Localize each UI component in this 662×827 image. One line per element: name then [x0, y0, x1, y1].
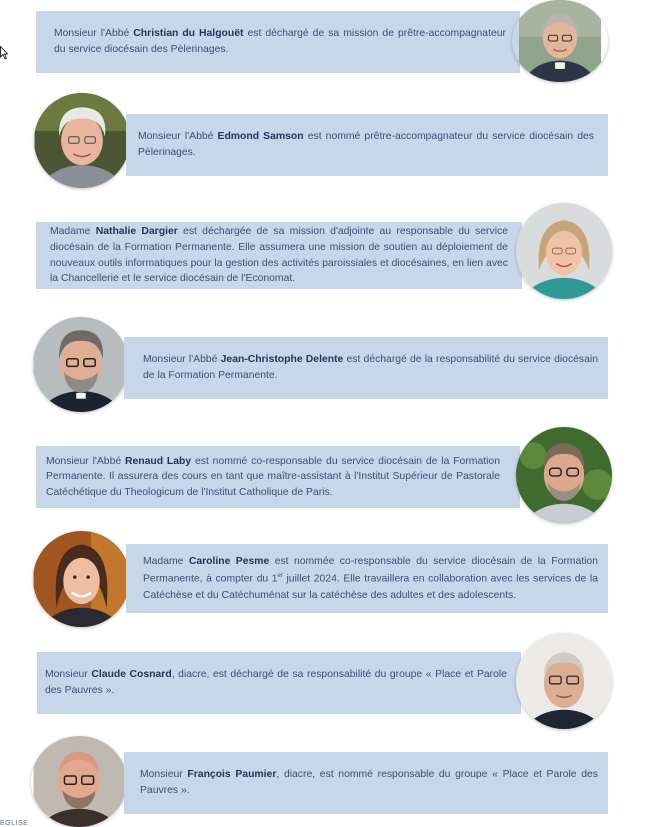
portrait-photo: [516, 203, 612, 299]
footer-text: EGLISE: [0, 820, 29, 827]
portrait-photo: [512, 0, 608, 82]
portrait-edmond-samson-icon: [34, 93, 130, 188]
portrait-francois-paumier-icon: [31, 736, 127, 827]
portrait-renaud-laby-icon: [516, 427, 612, 523]
person-name: François Paumier: [187, 769, 277, 781]
announcement-card-4: [124, 337, 608, 399]
portrait-photo: [33, 317, 129, 412]
person-name: Jean-Christophe Delente: [220, 354, 344, 366]
person-name: Nathalie Dargier: [95, 226, 178, 238]
portrait-photo: [516, 633, 612, 729]
announcement-card-8: [124, 752, 608, 814]
person-name: Edmond Samson: [217, 131, 304, 143]
announcement-card-2: [126, 114, 608, 176]
person-name: Claude Cosnard: [91, 669, 172, 681]
person-name: Christian du Halgouët: [133, 28, 244, 40]
portrait-photo: [33, 531, 130, 627]
portrait-photo: [31, 736, 127, 827]
announcement-card-6: [126, 544, 608, 613]
announcement-card-1: [36, 11, 520, 73]
person-name: Renaud Laby: [124, 455, 192, 467]
portrait-nathalie-dargier-icon: [516, 203, 612, 299]
announcement-text: Madame Caroline Pesme est nommée co-responsable du service diocésain de la Formation Permanente, à compter du 1er juillet 2024. Elle travaillera en collaboration avec les services de la Catéchèse et du Catéchuménat sur la catéchèse des adultes et des adolescents.: [143, 555, 598, 601]
announcement-text: Monsieur François Paumier, diacre, est nommé responsable du groupe « Place et Parole des Pauvres ».: [140, 769, 599, 796]
announcement-card-7: [37, 652, 521, 714]
portrait-claude-cosnard-icon: [516, 633, 612, 729]
portrait-caroline-pesme-icon: [33, 531, 130, 627]
announcement-text: Monsieur l'Abbé Renaud Laby est nommé co-responsable du service diocésain de la Formation Permanente. Il assurera des cours en tant que maître-assistant à l'Institut Supérieur de Pastorale Catéchétique du Theologicum de l'Institut Catholique de Paris.: [46, 455, 500, 498]
portrait-christian-du-halgouet-icon: [512, 0, 608, 82]
announcement-text: Monsieur l'Abbé Edmond Samson est nommé prêtre-accompagnateur du service diocésain des Pèlerinages.: [138, 131, 594, 158]
announcement-text: Monsieur Claude Cosnard, diacre, est déchargé de sa responsabilité du groupe « Place et Parole des Pauvres ».: [45, 669, 507, 696]
mouse-cursor-icon: [0, 46, 8, 60]
announcement-card-5: [36, 446, 520, 508]
portrait-photo: [516, 427, 612, 523]
person-name: Caroline Pesme: [188, 555, 270, 567]
announcement-text: Monsieur l'Abbé Jean-Christophe Delente est déchargé de la responsabilité du service diocésain de la Formation Permanente.: [143, 354, 598, 381]
announcement-card-3: [36, 222, 522, 289]
portrait-photo: [34, 93, 130, 188]
portrait-jean-christophe-delente-icon: [33, 317, 129, 412]
announcement-text: Madame Nathalie Dargier est déchargée de sa mission d'adjointe au responsable du service diocésain de la Formation Permanente. Elle assumera une mission de soutien au déploiement de nouveaux outils informatiques pour la gestion des activités paroissiales et diocésaines, en lien avec la Chancellerie et le service diocésain de l'Economat.: [50, 226, 508, 285]
announcement-text: Monsieur l'Abbé Christian du Halgouët est déchargé de sa mission de prêtre-accompagnateur du service diocésain des Pèlerinages.: [54, 28, 506, 55]
